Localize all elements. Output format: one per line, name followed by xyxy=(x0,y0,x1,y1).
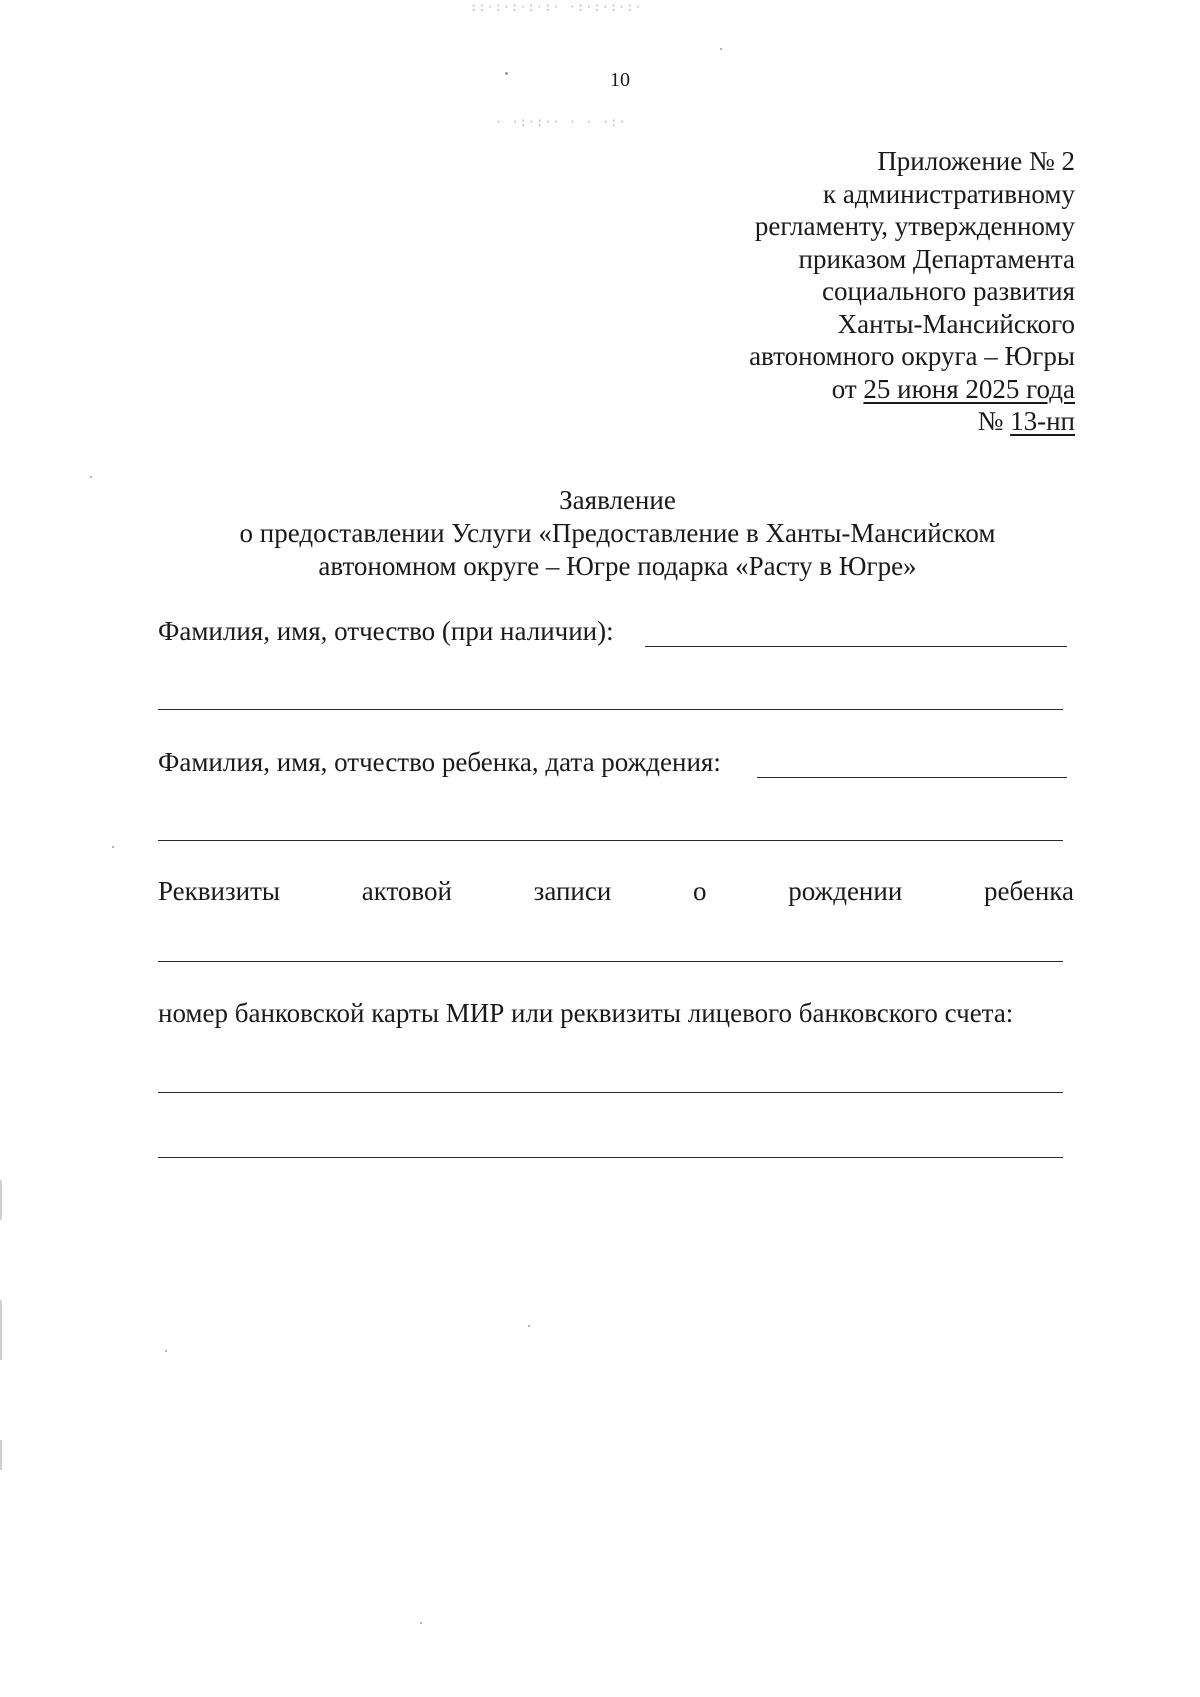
appendix-line: автономного округа – Югры xyxy=(749,341,1075,371)
applicant-name-line[interactable] xyxy=(645,646,1067,647)
title-line: автономном округе – Югре подарка «Расту в Югре» xyxy=(318,551,917,581)
scan-speck xyxy=(90,476,92,478)
scan-speck xyxy=(720,48,722,50)
scan-noise-mid: · ·:·:·· · · ·:· xyxy=(495,115,627,129)
birth-record-word: рождении xyxy=(788,876,903,906)
title-line: о предоставлении Услуги «Предоставление в Ханты-Мансийском xyxy=(239,518,996,548)
scan-speck xyxy=(528,1325,530,1327)
appendix-line: регламенту, утвержденному xyxy=(754,211,1075,241)
scan-edge-mark xyxy=(0,1180,2,1220)
birth-record-word: о xyxy=(693,876,707,906)
appendix-line: социального развития xyxy=(821,276,1075,306)
scan-speck xyxy=(420,1622,422,1624)
page-number: 10 xyxy=(610,69,630,91)
appendix-number-line xyxy=(655,405,1075,438)
birth-record-word: записи xyxy=(533,876,612,906)
scan-speck xyxy=(165,1350,167,1352)
birth-record-word: ребенка xyxy=(984,876,1074,906)
bank-details-label: номер банковской карты МИР или реквизиты лицевого банковского счета: xyxy=(158,1000,1021,1027)
appendix-line: Приложение № 2 xyxy=(877,146,1075,176)
child-name-line[interactable] xyxy=(757,777,1067,778)
appendix-date-prefix: от xyxy=(831,373,864,404)
appendix-number: 13-нп xyxy=(1010,406,1075,436)
child-name-label: Фамилия, имя, отчество ребенка, дата рождения: xyxy=(158,749,729,776)
appendix-line: к административному xyxy=(823,178,1075,209)
scan-edge-mark xyxy=(0,1440,2,1470)
applicant-name-line-continued[interactable] xyxy=(158,709,1063,710)
appendix-date-line xyxy=(655,373,1075,406)
appendix-line: Ханты-Мансийского xyxy=(837,308,1075,339)
scan-edge-mark xyxy=(0,1300,2,1360)
birth-record-line[interactable] xyxy=(158,961,1063,962)
bank-details-line-1[interactable] xyxy=(158,1092,1063,1093)
birth-record-word: Реквизиты xyxy=(158,876,281,906)
birth-record-label xyxy=(158,878,1074,905)
appendix-header xyxy=(655,145,1075,438)
child-name-line-continued[interactable] xyxy=(158,840,1063,841)
applicant-name-label: Фамилия, имя, отчество (при наличии): xyxy=(158,618,622,645)
appendix-date: 25 июня 2025 года xyxy=(863,373,1075,404)
appendix-line: приказом Департамента xyxy=(798,243,1075,274)
scan-speck xyxy=(505,72,508,75)
scan-speck xyxy=(112,846,114,848)
bank-details-line-2[interactable] xyxy=(158,1157,1063,1158)
appendix-number-prefix: № xyxy=(977,406,1011,436)
scan-noise-top: ::·:·:·:·:· ·:·:·:·:· xyxy=(470,0,643,14)
birth-record-word: актовой xyxy=(361,876,452,906)
title-heading: Заявление xyxy=(559,485,676,515)
document-title xyxy=(150,484,1085,583)
